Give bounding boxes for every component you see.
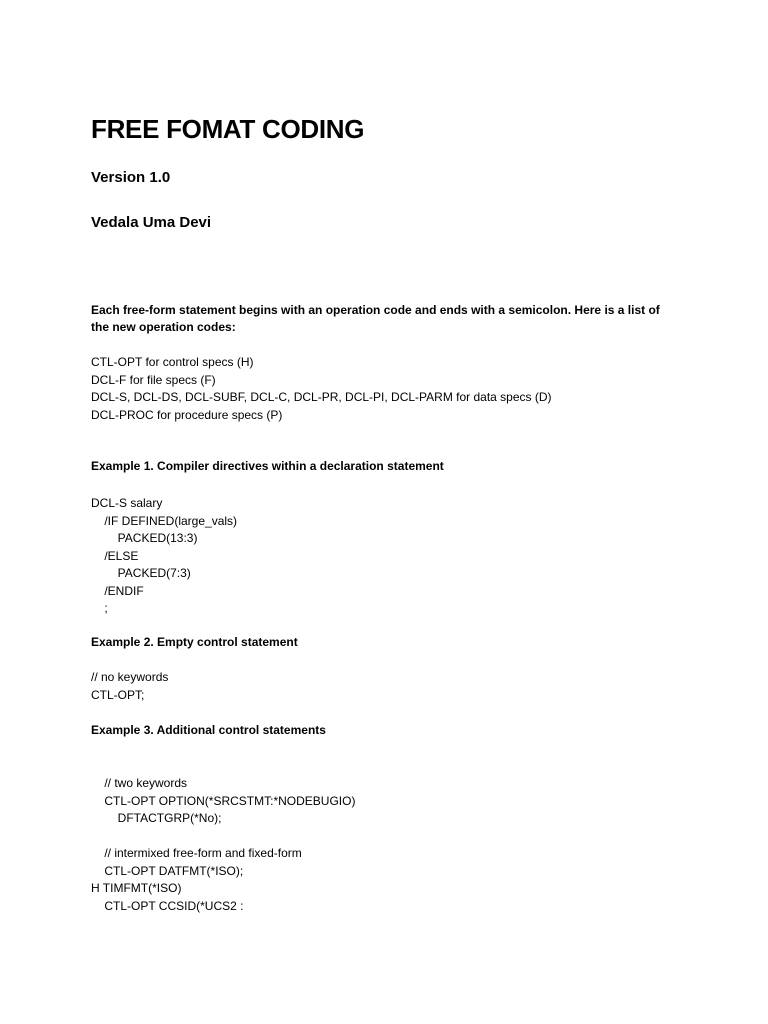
code-line: // intermixed free-form and fixed-form [91, 846, 302, 860]
version-label: Version 1.0 [91, 169, 171, 186]
code-line: CTL-OPT; [91, 687, 145, 702]
opcode-item: DCL-F for file specs (F) [91, 372, 216, 387]
example3-code [91, 775, 355, 915]
opcode-list [91, 354, 552, 424]
opcode-item: DCL-S, DCL-DS, DCL-SUBF, DCL-C, DCL-PR, DCL-PI, DCL-PARM for data specs (D) [91, 390, 552, 404]
code-line: // no keywords [91, 670, 169, 684]
code-line: ; [91, 601, 108, 615]
code-line: // two keywords [91, 776, 188, 790]
example3-heading: Example 3. Additional control statements [91, 723, 326, 737]
code-line: CTL-OPT OPTION(*SRCSTMT:*NODEBUGIO) [91, 793, 356, 808]
author-name: Vedala Uma Devi [91, 214, 212, 231]
code-line: PACKED(7:3) [91, 566, 191, 580]
example1-code [91, 495, 237, 618]
code-line: PACKED(13:3) [91, 531, 198, 545]
code-line: CTL-OPT DATFMT(*ISO); [91, 863, 244, 878]
code-line [91, 828, 355, 846]
code-line: H TIMFMT(*ISO) [91, 881, 182, 895]
opcode-item: DCL-PROC for procedure specs (P) [91, 407, 283, 422]
intro-paragraph: Each free-form statement begins with an operation code and ends with a semicolon. Here is a list of the new operation codes: [91, 303, 660, 334]
code-line: /ELSE [91, 548, 139, 563]
code-line: CTL-OPT CCSID(*UCS2 : [91, 898, 244, 913]
example2-heading: Example 2. Empty control statement [91, 635, 298, 649]
code-line: /IF DEFINED(large_vals) [91, 513, 238, 528]
example1-heading: Example 1. Compiler directives within a declaration statement [91, 459, 444, 473]
code-line: DCL-S salary [91, 496, 163, 510]
document-title: FREE FOMAT CODING [91, 114, 365, 144]
example2-code [91, 669, 168, 704]
opcode-item: CTL-OPT for control specs (H) [91, 355, 254, 369]
code-line: DFTACTGRP(*No); [91, 811, 222, 825]
code-line: /ENDIF [91, 583, 144, 598]
